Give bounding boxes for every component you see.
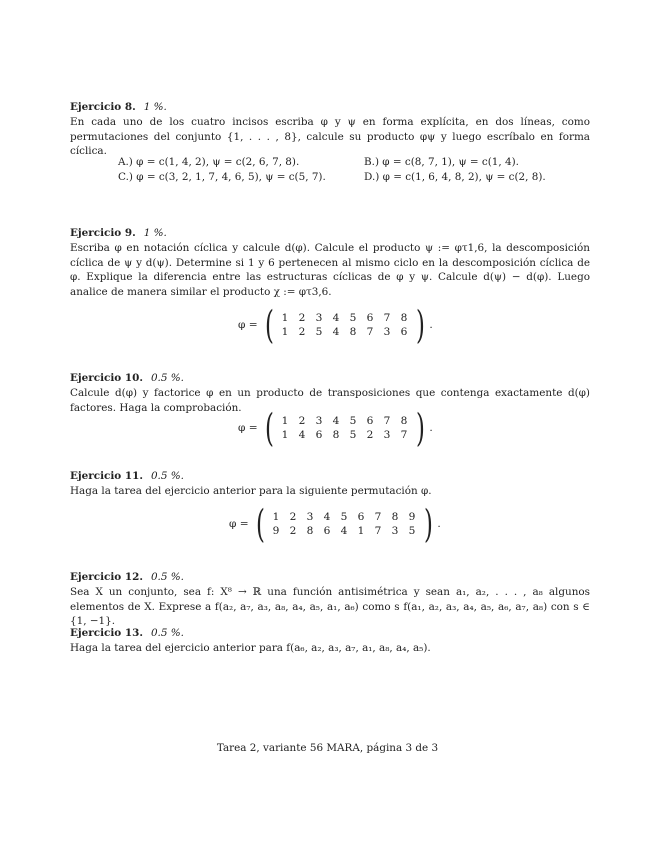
exercise-8-weight: 1 %.: [143, 101, 167, 113]
matrix-entry: 9: [272, 525, 280, 537]
matrix-entry: 6: [366, 415, 374, 427]
matrix-entry: 8: [349, 326, 357, 338]
part-c: C.) φ = c(3, 2, 1, 7, 4, 6, 5), ψ = c(5, 7).: [118, 171, 326, 183]
matrix-entry: 5: [349, 429, 357, 441]
matrix-entry: 5: [349, 415, 357, 427]
matrix-entry: 1: [281, 326, 289, 338]
matrix-entry: 9: [408, 511, 416, 523]
matrix-entry: 8: [332, 429, 340, 441]
matrix-bottom-row: [277, 325, 413, 339]
matrix-entry: 2: [298, 312, 306, 324]
exercise-9-title: Ejercicio 9.: [70, 227, 136, 239]
part-b: B.) φ = c(8, 7, 1), ψ = c(1, 4).: [364, 156, 519, 168]
left-paren: (: [264, 406, 274, 450]
matrix-entry: 1: [272, 511, 280, 523]
matrix-entry: 7: [383, 415, 391, 427]
matrix-top-row: [268, 510, 421, 524]
matrix-entry: 3: [315, 312, 323, 324]
matrix-entry: 7: [400, 429, 408, 441]
exercise-11-text: Haga la tarea del ejercicio anterior para la siguiente permutación φ.: [70, 484, 432, 497]
exercise-8-parts: [118, 155, 546, 185]
exercise-11-title: Ejercicio 11.: [70, 470, 143, 482]
right-paren: ): [415, 406, 425, 450]
right-paren: ): [415, 303, 425, 347]
part-d: D.) φ = c(1, 6, 4, 8, 2), ψ = c(2, 8).: [364, 171, 546, 183]
matrix-entry: 2: [289, 525, 297, 537]
matrix-entry: 1: [281, 312, 289, 324]
matrix-entry: 8: [400, 415, 408, 427]
exercise-9-text: Escriba φ en notación cíclica y calcule d(φ). Calcule el producto ψ := φτ1,6, la descomposición cíclica de ψ y d(ψ). Determine si 1 y 6 pertenecen al mismo ciclo en la descomposición cíclica de φ. Explique la diferencia entre las estructuras cíclicas de φ y ψ. Calcule d(ψ) − d(φ). Luego analice de manera similar el producto χ := φτ3,6.: [70, 241, 590, 299]
exercise-13: [70, 626, 590, 656]
exercise-12-title: Ejercicio 12.: [70, 571, 143, 583]
matrix-entry: 5: [315, 326, 323, 338]
matrix-entry: 7: [383, 312, 391, 324]
exercise-9-weight: 1 %.: [143, 227, 167, 239]
exercise-12: [70, 570, 590, 629]
exercise-10-weight: 0.5 %.: [150, 372, 184, 384]
matrix-entry: 4: [332, 415, 340, 427]
matrix-lhs: φ =: [238, 319, 258, 331]
left-paren: (: [255, 502, 265, 546]
exercise-11-weight: 0.5 %.: [150, 470, 184, 482]
matrix-entry: 8: [391, 511, 399, 523]
matrix-entry: 4: [340, 525, 348, 537]
exercise-13-text: Haga la tarea del ejercicio anterior para f(a₆, a₂, a₃, a₇, a₁, a₈, a₄, a₅).: [70, 641, 431, 654]
matrix-entry: 6: [400, 326, 408, 338]
matrix-entry: 5: [340, 511, 348, 523]
exercise-8: [70, 100, 590, 159]
matrix-entry: 2: [298, 326, 306, 338]
matrix-entry: 6: [315, 429, 323, 441]
matrix-bottom-row: [277, 428, 413, 442]
exercise-13-title: Ejercicio 13.: [70, 627, 143, 639]
matrix-top-row: [277, 311, 413, 325]
matrix-entry: 5: [349, 312, 357, 324]
matrix-entry: 5: [408, 525, 416, 537]
exercise-13-weight: 0.5 %.: [150, 627, 184, 639]
part-a: A.) φ = c(1, 4, 2), ψ = c(2, 6, 7, 8).: [118, 156, 300, 168]
matrix-entry: 3: [306, 511, 314, 523]
permutation-matrix-10: φ = ( 1 2 3 4 5 6 7 8 1 4 6 8 5 2 3 7 ) .: [238, 406, 433, 450]
matrix-entry: 1: [281, 429, 289, 441]
right-paren: ): [423, 502, 433, 546]
exercise-10-title: Ejercicio 10.: [70, 372, 143, 384]
matrix-entry: 6: [357, 511, 365, 523]
matrix-entry: 3: [383, 429, 391, 441]
matrix-entry: 7: [374, 525, 382, 537]
exercise-9: [70, 226, 590, 300]
matrix-entry: 3: [315, 415, 323, 427]
matrix-entry: 1: [357, 525, 365, 537]
exercise-12-text: Sea X un conjunto, sea f: X⁸ → ℝ una función antisimétrica y sean a₁, a₂, . . . , a₈ algunos elementos de X. Exprese a f(a₂, a₇, a₃, a₈, a₄, a₅, a₁, a₆) como s f(a₁, a₂, a₃, a₄, a₅, a₆, a₇, a₈) con s ∈ {1, −1}.: [70, 585, 590, 628]
matrix-entry: 6: [366, 312, 374, 324]
matrix-entry: 3: [383, 326, 391, 338]
exercise-8-statement: [70, 100, 590, 115]
left-paren: (: [264, 303, 274, 347]
matrix-entry: 7: [374, 511, 382, 523]
exercise-8-text: En cada uno de los cuatro incisos escriba φ y ψ en forma explícita, en dos líneas, como permutaciones del conjunto {1, . . . , 8}, calcule su producto φψ y luego escríbalo en forma cíclica.: [70, 115, 590, 158]
permutation-matrix-11: φ = ( 1 2 3 4 5 6 7 8 9 9 2 8 6 4 1 7 3 5 ) .: [229, 502, 441, 546]
matrix-entry: 4: [332, 312, 340, 324]
page-footer: Tarea 2, variante 56 MARA, página 3 de 3: [216, 742, 439, 754]
matrix-entry: 2: [289, 511, 297, 523]
exercise-10-text: Calcule d(φ) y factorice φ en un producto de transposiciones que contenga exactamente d(φ) factores. Haga la comprobación.: [70, 386, 590, 414]
matrix-entry: 1: [281, 415, 289, 427]
matrix-entry: 2: [366, 429, 374, 441]
matrix-top-row: [277, 414, 413, 428]
exercise-12-weight: 0.5 %.: [150, 571, 184, 583]
matrix-bottom-row: [268, 524, 421, 538]
matrix-entry: 8: [400, 312, 408, 324]
matrix-entry: 3: [391, 525, 399, 537]
matrix-entry: 7: [366, 326, 374, 338]
matrix-entry: 4: [298, 429, 306, 441]
matrix-entry: 2: [298, 415, 306, 427]
permutation-matrix-9: φ = ( 1 2 3 4 5 6 7 8 1 2 5 4 8 7 3 6 ) .: [238, 303, 433, 347]
matrix-entry: 6: [323, 525, 331, 537]
exercise-8-title: Ejercicio 8.: [70, 101, 136, 113]
exercise-11: [70, 469, 590, 499]
matrix-entry: 8: [306, 525, 314, 537]
matrix-entry: 4: [323, 511, 331, 523]
matrix-entry: 4: [332, 326, 340, 338]
